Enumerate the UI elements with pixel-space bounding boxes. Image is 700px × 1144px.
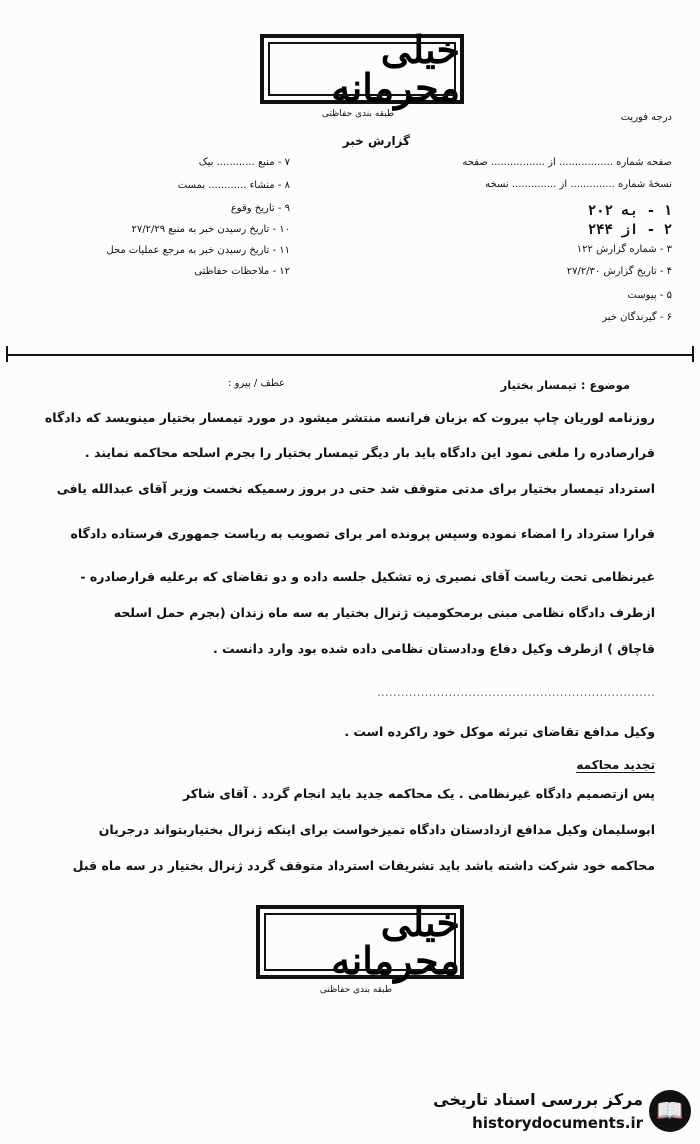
watermark-logo [415, 1086, 695, 1140]
section-heading: تجدید محاکمه [576, 758, 655, 772]
section-line: ابوسلیمان وکیل مدافع ازدادستان دادگاه تمیزخواست برای اینکه ژنرال بختیاربتواند درجریان [98, 822, 655, 837]
body-line: استرداد تیمسار بختیار برای مدتی متوقف شد حتی در بروز رسمیکه نخست وزیر آقای عبدالله یافی [56, 481, 655, 496]
form-field-report-number: ۳ - شماره گزارش ۱۲۲ [576, 244, 672, 255]
form-field-received-date: ۱۰ - تاریخ رسیدن خبر به منبع ۲۷/۲/۲۹ [131, 224, 290, 235]
body-line: غیرنظامی تحت ریاست آقای نصیری زه تشکیل جلسه داده و دو تقاضای که برعلیه قرارصادره - [80, 569, 655, 584]
form-field-page: صفحه شماره ................. از ................. صفحه [462, 157, 672, 168]
form-field-attachment: ۵ - پیوست [627, 290, 672, 301]
form-field-report-date: ۴ - تاریخ گزارش ۲۷/۲/۳۰ [566, 266, 672, 277]
form-field-authority-date: ۱۱ - تاریخ رسیدن خبر به مرجع عملیات محل [106, 245, 290, 256]
form-field-recipients: ۶ - گیرندگان خبر [602, 312, 672, 323]
form-field-security-notes: ۱۲ - ملاحظات حفاظتی [194, 266, 290, 277]
body-line: قاچاق ) ازطرف وکیل دفاع ودادستان نظامی داده شده بود وارد دانست . [212, 641, 655, 656]
form-field-copy: نسخهٔ شماره .............. از .............. نسخه [485, 179, 672, 190]
form-field-occurrence-date: ۹ - تاریخ وقوع [230, 203, 290, 214]
classification-caption-bottom: طبقه بندی حفاظتی [319, 985, 393, 995]
section-line: پس ازتصمیم دادگاه غیرنظامی . یک محاکمه جدید باید انجام گردد . آقای شاکر [182, 786, 655, 801]
classification-stamp-bottom: خیلی محرمانه [256, 905, 464, 979]
header-divider [6, 354, 694, 356]
book-icon: 📖 [649, 1090, 691, 1132]
body-line: وکیل مدافع تقاضای تبرئه موکل خود راکرده است . [344, 724, 655, 739]
divider-tick-left [6, 346, 8, 362]
section-line: محاکمه خود شرکت داشته باشد باید تشریفات استرداد متوقف گردد ژنرال بختیار در سه ماه قبل [72, 858, 655, 873]
body-line: روزنامه لوریان چاپ بیروت که بزبان فرانسه منتشر میشود در مورد تیمسار بختیار مینویسد که دادگاه [45, 410, 655, 425]
body-line: قرارصادره را ملغی نمود این دادگاه باید بار دیگر تیمسار بختیار را بجرم اسلحه محاکمه نمایند . [84, 445, 655, 460]
form-field-to: ۱ - به ۲۰۲ [587, 203, 672, 219]
watermark-org-name: مرکز بررسی اسناد تاریخی [433, 1090, 643, 1109]
body-line: ازطرف دادگاه نظامی مبنی برمحکومیت ژنرال بختیار به سه ماه زندان (بجرم حمل اسلحه [113, 605, 655, 620]
faded-line: ...................................................................... [376, 684, 655, 699]
classification-stamp-top: خیلی محرمانه [260, 34, 464, 104]
form-field-from: ۲ - از ۲۴۴ [587, 222, 672, 238]
divider-tick-right [692, 346, 694, 362]
watermark-url: historydocuments.ir [472, 1114, 643, 1132]
subject-line: موضوع : تیمسار بختیار [500, 378, 630, 392]
reference-line: عطف / پیرو : [228, 378, 285, 389]
body-line: قرارا سترداد را امضاء نموده وسپس پرونده امر برای تصویب به ریاست جمهوری فرستاده دادگاه [70, 526, 655, 541]
form-field-source: ۷ - منبع ............ بیک [198, 157, 290, 168]
priority-label: درجه فوریت [620, 112, 672, 123]
classification-caption-top: طبقه بندی حفاظتی [321, 109, 395, 119]
form-field-origin: ۸ - منشاء ............ بمست [177, 180, 290, 191]
report-title: گزارش خبر [342, 134, 410, 148]
